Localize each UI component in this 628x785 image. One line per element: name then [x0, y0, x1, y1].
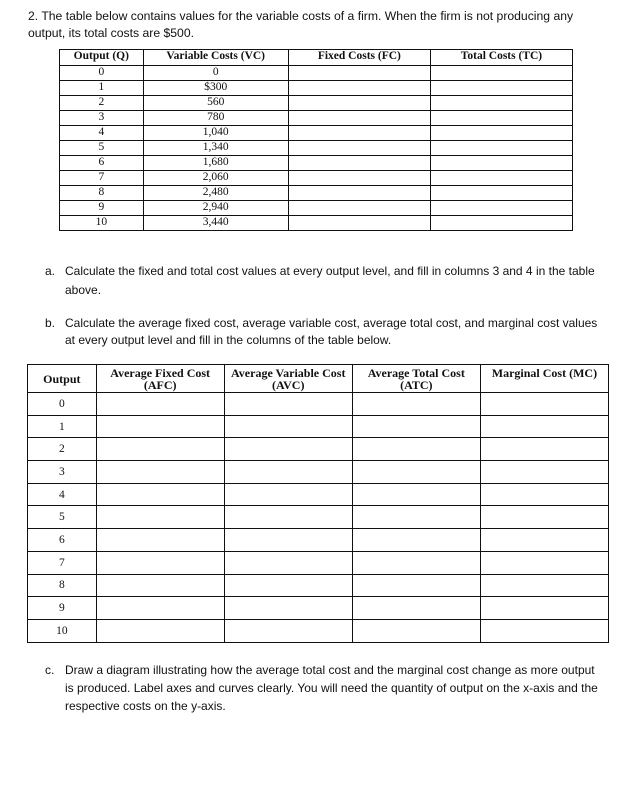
avc-cell[interactable] — [224, 415, 352, 438]
output-cell: 4 — [28, 483, 97, 506]
mc-cell[interactable] — [480, 415, 608, 438]
total-cost-cell[interactable] — [430, 216, 572, 231]
output-cell: 10 — [60, 216, 144, 231]
variable-cost-cell: 1,340 — [143, 141, 288, 156]
total-cost-cell[interactable] — [430, 201, 572, 216]
total-cost-cell[interactable] — [430, 66, 572, 81]
atc-cell[interactable] — [352, 393, 480, 416]
question-b-text: Calculate the average fixed cost, average variable cost, average total cost, and marginal cost values at every output level and fill in the columns of the table below. — [65, 316, 598, 347]
question-b — [45, 315, 605, 349]
header-atc-l2: (ATC) — [400, 378, 433, 392]
variable-cost-cell: 2,060 — [143, 171, 288, 186]
atc-cell[interactable] — [352, 529, 480, 552]
output-cell: 5 — [60, 141, 144, 156]
variable-cost-cell: 2,940 — [143, 201, 288, 216]
afc-cell[interactable] — [96, 551, 224, 574]
cost-table-row — [60, 81, 573, 96]
output-cell: 2 — [60, 96, 144, 111]
cost-table-row — [60, 96, 573, 111]
header-atc — [352, 365, 480, 393]
average-cost-table-header — [28, 365, 609, 393]
mc-cell[interactable] — [480, 438, 608, 461]
mc-cell[interactable] — [480, 619, 608, 642]
mc-cell[interactable] — [480, 597, 608, 620]
avc-cell[interactable] — [224, 483, 352, 506]
variable-cost-cell: 0 — [143, 66, 288, 81]
output-cell: 2 — [28, 438, 97, 461]
output-cell: 3 — [28, 461, 97, 484]
afc-cell[interactable] — [96, 574, 224, 597]
header-variable-costs: Variable Costs (VC) — [143, 50, 288, 66]
afc-cell[interactable] — [96, 483, 224, 506]
output-cell: 4 — [60, 126, 144, 141]
variable-cost-cell: $300 — [143, 81, 288, 96]
atc-cell[interactable] — [352, 506, 480, 529]
avc-cell[interactable] — [224, 551, 352, 574]
variable-cost-cell: 560 — [143, 96, 288, 111]
fixed-cost-cell[interactable] — [288, 81, 430, 96]
fixed-cost-cell[interactable] — [288, 96, 430, 111]
fixed-cost-cell[interactable] — [288, 111, 430, 126]
total-cost-cell[interactable] — [430, 186, 572, 201]
avc-cell[interactable] — [224, 529, 352, 552]
avc-cell[interactable] — [224, 597, 352, 620]
header-mc-l1: Marginal Cost (MC) — [491, 366, 598, 380]
cost-table-row — [60, 186, 573, 201]
afc-cell[interactable] — [96, 415, 224, 438]
afc-cell[interactable] — [96, 597, 224, 620]
afc-cell[interactable] — [96, 506, 224, 529]
fixed-cost-cell[interactable] — [288, 66, 430, 81]
avc-cell[interactable] — [224, 506, 352, 529]
cost-table — [59, 49, 573, 231]
cost-table-row — [60, 126, 573, 141]
header-avc-l1: Average Variable Cost — [231, 366, 346, 380]
output-cell: 9 — [28, 597, 97, 620]
average-cost-row — [28, 438, 609, 461]
question-b-label: b. — [45, 316, 56, 330]
total-cost-cell[interactable] — [430, 171, 572, 186]
header-afc — [96, 365, 224, 393]
cost-table-row — [60, 141, 573, 156]
average-cost-row — [28, 415, 609, 438]
fixed-cost-cell[interactable] — [288, 126, 430, 141]
atc-cell[interactable] — [352, 574, 480, 597]
avc-cell[interactable] — [224, 461, 352, 484]
fixed-cost-cell[interactable] — [288, 186, 430, 201]
fixed-cost-cell[interactable] — [288, 216, 430, 231]
cost-table-row — [60, 201, 573, 216]
variable-cost-cell: 1,040 — [143, 126, 288, 141]
average-cost-row — [28, 574, 609, 597]
mc-cell[interactable] — [480, 506, 608, 529]
average-cost-row — [28, 619, 609, 642]
atc-cell[interactable] — [352, 438, 480, 461]
intro-text: 2. The table below contains values for the variable costs of a firm. When the firm is not producing any output, its total costs are $500. — [28, 9, 574, 40]
question-a-label: a. — [45, 264, 56, 278]
header-mc — [480, 365, 608, 393]
avc-cell[interactable] — [224, 438, 352, 461]
mc-cell[interactable] — [480, 529, 608, 552]
output-cell: 0 — [28, 393, 97, 416]
output-cell: 3 — [60, 111, 144, 126]
afc-cell[interactable] — [96, 461, 224, 484]
cost-table-row — [60, 156, 573, 171]
header-total-costs: Total Costs (TC) — [430, 50, 572, 66]
average-cost-row — [28, 597, 609, 620]
cost-table-row — [60, 66, 573, 81]
output-cell: 8 — [28, 574, 97, 597]
header-output-2-l1: Output — [43, 371, 81, 386]
question-a-text: Calculate the fixed and total cost values at every output level, and fill in columns 3 and 4 in the table above. — [65, 264, 595, 297]
mc-cell[interactable] — [480, 551, 608, 574]
atc-cell[interactable] — [352, 461, 480, 484]
header-output: Output (Q) — [60, 50, 144, 66]
afc-cell[interactable] — [96, 529, 224, 552]
fixed-cost-cell[interactable] — [288, 171, 430, 186]
variable-cost-cell: 2,480 — [143, 186, 288, 201]
average-cost-row — [28, 506, 609, 529]
fixed-cost-cell[interactable] — [288, 141, 430, 156]
fixed-cost-cell[interactable] — [288, 201, 430, 216]
atc-cell[interactable] — [352, 483, 480, 506]
header-avc — [224, 365, 352, 393]
output-cell: 6 — [60, 156, 144, 171]
average-cost-table — [27, 364, 609, 643]
mc-cell[interactable] — [480, 393, 608, 416]
output-cell: 6 — [28, 529, 97, 552]
average-cost-row — [28, 483, 609, 506]
afc-cell[interactable] — [96, 393, 224, 416]
output-cell: 7 — [28, 551, 97, 574]
average-cost-row — [28, 393, 609, 416]
header-avc-l2: (AVC) — [272, 378, 305, 392]
atc-cell[interactable] — [352, 619, 480, 642]
question-c-text: Draw a diagram illustrating how the average total cost and the marginal cost change as more output is produced. Label axes and curves clearly. You will need the quantity of output on the x-axis and the respective costs on the y-axis. — [65, 663, 598, 713]
atc-cell[interactable] — [352, 551, 480, 574]
question-a — [45, 262, 605, 300]
question-c — [45, 661, 605, 715]
avc-cell[interactable] — [224, 393, 352, 416]
variable-cost-cell: 3,440 — [143, 216, 288, 231]
header-afc-l2: (AFC) — [143, 378, 177, 392]
header-afc-l1: Average Fixed Cost — [110, 366, 211, 380]
cost-table-row — [60, 111, 573, 126]
output-cell: 7 — [60, 171, 144, 186]
total-cost-cell[interactable] — [430, 141, 572, 156]
atc-cell[interactable] — [352, 597, 480, 620]
variable-cost-cell: 1,680 — [143, 156, 288, 171]
cost-table-header — [60, 50, 573, 66]
mc-cell[interactable] — [480, 574, 608, 597]
variable-cost-cell: 780 — [143, 111, 288, 126]
mc-cell[interactable] — [480, 461, 608, 484]
total-cost-cell[interactable] — [430, 156, 572, 171]
header-output-2 — [28, 365, 97, 393]
total-cost-cell[interactable] — [430, 126, 572, 141]
total-cost-cell[interactable] — [430, 96, 572, 111]
question-c-label: c. — [45, 663, 55, 677]
average-cost-row — [28, 461, 609, 484]
afc-cell[interactable] — [96, 438, 224, 461]
avc-cell[interactable] — [224, 619, 352, 642]
average-cost-row — [28, 529, 609, 552]
output-cell: 5 — [28, 506, 97, 529]
header-atc-l1: Average Total Cost — [367, 366, 465, 380]
output-cell: 1 — [28, 415, 97, 438]
output-cell: 10 — [28, 619, 97, 642]
output-cell: 1 — [60, 81, 144, 96]
output-cell: 0 — [60, 66, 144, 81]
atc-cell[interactable] — [352, 415, 480, 438]
afc-cell[interactable] — [96, 619, 224, 642]
avc-cell[interactable] — [224, 574, 352, 597]
total-cost-cell[interactable] — [430, 111, 572, 126]
average-cost-table-body — [28, 393, 609, 643]
average-cost-row — [28, 551, 609, 574]
header-fixed-costs: Fixed Costs (FC) — [288, 50, 430, 66]
mc-cell[interactable] — [480, 483, 608, 506]
output-cell: 9 — [60, 201, 144, 216]
total-cost-cell[interactable] — [430, 81, 572, 96]
output-cell: 8 — [60, 186, 144, 201]
cost-table-body — [60, 66, 573, 231]
cost-table-row — [60, 216, 573, 231]
cost-table-row — [60, 171, 573, 186]
fixed-cost-cell[interactable] — [288, 156, 430, 171]
